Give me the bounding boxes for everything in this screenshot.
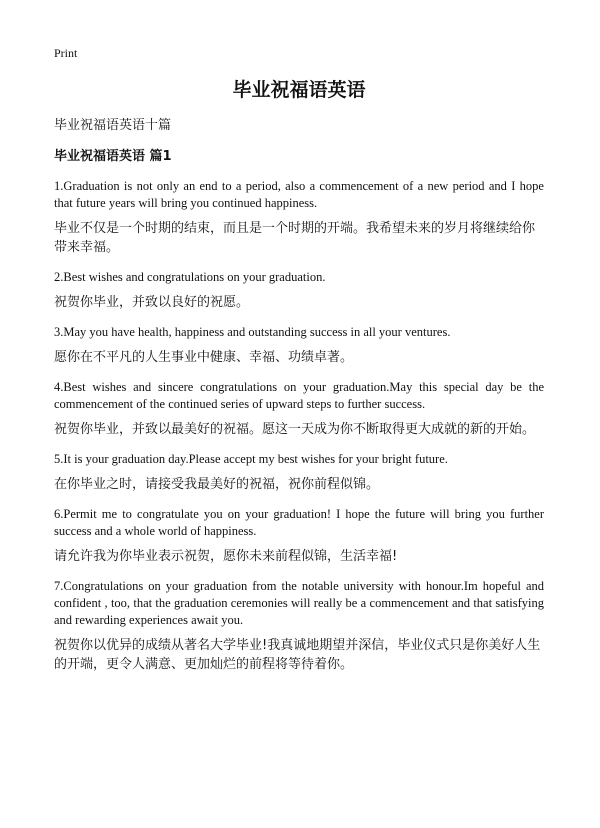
english-text: 5.It is your graduation day.Please accept my best wishes for your bright future. xyxy=(54,452,448,466)
chinese-text: 祝贺你以优异的成绩从著名大学毕业!我真诚地期望并深信，毕业仪式只是你美好人生的开端，更令人满意、更加灿烂的前程将等待着你。 xyxy=(54,638,541,672)
english-text: 4.Best wishes and sincere congratulations on your graduation.May this special day be the commencement of the continued series of upward steps to further success. xyxy=(54,380,544,411)
chinese-text: 请允许我为你毕业表示祝贺，愿你未来前程似锦，生活幸福! xyxy=(54,549,398,564)
wish-item xyxy=(54,578,544,674)
chinese-text: 祝贺你毕业，并致以最美好的祝福。愿这一天成为你不断取得更大成就的新的开始。 xyxy=(54,422,536,437)
print-label: Print xyxy=(54,46,78,60)
chinese-text: 在你毕业之时，请接受我最美好的祝福，祝你前程似锦。 xyxy=(54,477,380,492)
document-subtitle: 毕业祝福语英语十篇 xyxy=(54,118,172,133)
section-heading: 毕业祝福语英语 篇1 xyxy=(54,149,172,164)
english-text: 3.May you have health, happiness and outstanding success in all your ventures. xyxy=(54,325,451,339)
wish-item xyxy=(54,451,544,494)
wish-item xyxy=(54,269,544,312)
document-title: 毕业祝福语英语 xyxy=(232,79,366,101)
chinese-text: 毕业不仅是一个时期的结束，而且是一个时期的开端。我希望未来的岁月将继续给你带来幸福。 xyxy=(54,221,536,255)
english-text: 6.Permit me to congratulate you on your graduation! I hope the future will bring you further success and a whole world of happiness. xyxy=(54,507,544,538)
wish-item xyxy=(54,178,544,257)
english-text: 7.Congratulations on your graduation from the notable university with honour.Im hopeful and confident , too, that the graduation ceremonies will really be a commencement and that satisfying and rewarding experiences await you. xyxy=(54,579,544,627)
wish-item xyxy=(54,324,544,367)
english-text: 1.Graduation is not only an end to a period, also a commencement of a new period and I hope that future years will bring you continued happiness. xyxy=(54,179,544,210)
wish-item xyxy=(54,506,544,566)
wish-item xyxy=(54,379,544,439)
chinese-text: 祝贺你毕业，并致以良好的祝愿。 xyxy=(54,295,250,310)
chinese-text: 愿你在不平凡的人生事业中健康、幸福、功绩卓著。 xyxy=(54,350,354,365)
english-text: 2.Best wishes and congratulations on your graduation. xyxy=(54,270,326,284)
